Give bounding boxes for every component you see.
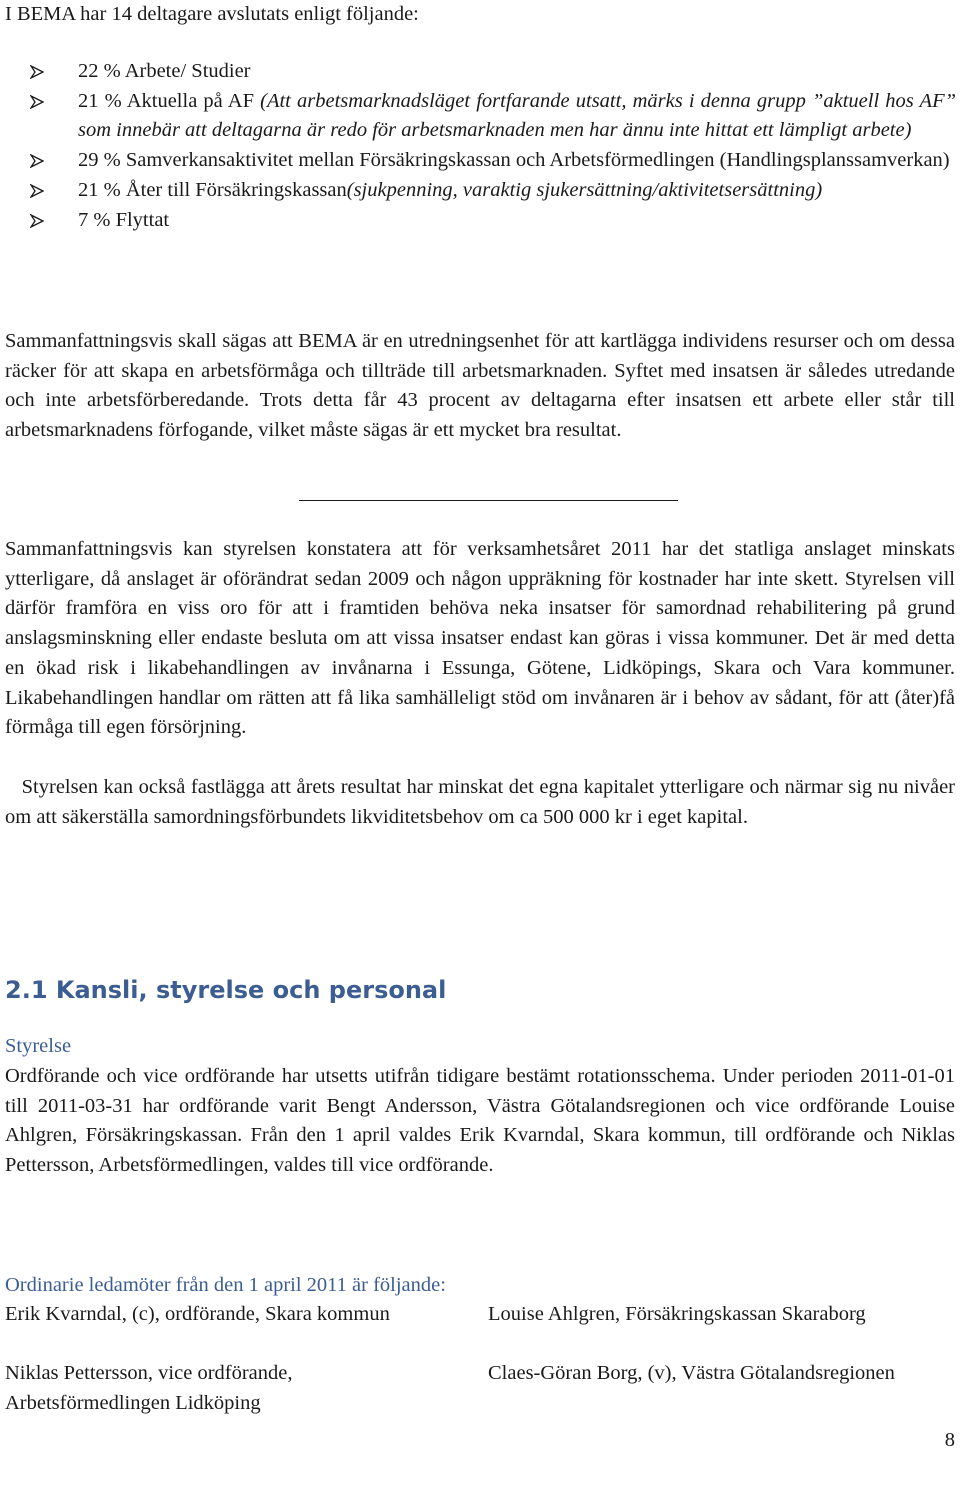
member-entry: Louise Ahlgren, Försäkringskassan Skaraborg xyxy=(488,1303,866,1325)
arrowhead-bullet-icon xyxy=(30,154,44,168)
summary-paragraph-board: Sammanfattningsvis kan styrelsen konstatera att för verksamhetsåret 2011 har det statliga anslaget minskats ytterligare, då anslaget är oförändrat sedan 2009 och någon uppräkning för kostnader har inte skett. Styrelsen vill därför framföra en viss oro för att i framtiden behöva neka insatser för samordnad rehabilitering på grund anslagsminskning eller endaste besluta om att vissa insatser endast kan göras i vissa kommuner. Det är med detta en ökad risk i likabehandlingen av invånarna i Essunga, Götene, Lidköpings, Skara och Vara kommuner. Likabehandlingen handlar om rätten att få lika samhälleligt stöd om invånaren är i behov av sådant, för att (åter)få förmåga till egen försörjning. xyxy=(5,538,955,739)
list-item-text: 22 % Arbete/ Studier xyxy=(78,60,251,82)
outcome-list xyxy=(0,57,956,235)
list-item xyxy=(0,87,956,146)
member-entry: Erik Kvarndal, (c), ordförande, Skara kommun xyxy=(5,1303,390,1325)
section-heading: 2.1 Kansli, styrelse och personal xyxy=(5,976,447,1004)
member-entry: Niklas Pettersson, vice ordförande, Arbetsförmedlingen Lidköping xyxy=(5,1362,293,1414)
list-item-text: 7 % Flyttat xyxy=(78,208,170,231)
list-item xyxy=(0,57,956,87)
list-item-text: 21 % Åter till Försäkringskassan xyxy=(78,178,347,201)
list-item-text: 29 % Samverkansaktivitet mellan Försäkringskassan och Arbetsförmedlingen (Handlingsplanssamverkan) xyxy=(78,149,950,172)
section-divider xyxy=(299,500,678,501)
arrowhead-bullet-icon xyxy=(30,95,44,109)
summary-capital-text: Styrelsen kan också fastlägga att årets resultat har minskat det egna kapitalet ytterligare och närmar sig nu nivåer om att säkerställa samordningsförbundets likviditetsbehov om ca 500 000 kr i eget kapital. xyxy=(5,776,955,828)
list-item-text: 21 % Aktuella på AF xyxy=(78,89,261,112)
member-entry: Claes-Göran Borg, (v), Västra Götalandsregionen xyxy=(488,1362,895,1384)
styrelse-paragraph: Ordförande och vice ordförande har utsetts utifrån tidigare bestämt rotationsschema. Under perioden 2011-01-01 till 2011-03-31 har ordförande varit Bengt Andersson, Västra Götalandsregionen och vice ordförande Louise Ahlgren, Försäkringskassan. Från den 1 april valdes Erik Kvarndal, Skara kommun, till ordförande och Niklas Pettersson, Arbetsförmedlingen, valdes till vice ordförande. xyxy=(5,1065,955,1177)
subsection-heading-styrelse: Styrelse xyxy=(5,1035,72,1057)
subsection-heading-members: Ordinarie ledamöter från den 1 april 2011 är följande: xyxy=(5,1274,446,1296)
summary-paragraph-bema: Sammanfattningsvis skall sägas att BEMA är en utredningsenhet för att kartlägga individens resurser och om dessa räcker för att skapa en arbetsförmåga och tillträde till arbetsmarknaden. Syftet med insatsen är således utredande och inte arbetsförberedande. Trots detta får 43 procent av deltagarna efter insatsen ett arbete eller står till arbetsmarknadens förfogande, vilket måste sägas är ett mycket bra resultat. xyxy=(5,330,955,442)
list-item-note: (sjukpenning, varaktig sjukersättning/aktivitetsersättning) xyxy=(346,178,823,201)
list-item xyxy=(0,146,956,176)
intro-text: I BEMA har 14 deltagare avslutats enligt följande: xyxy=(5,3,419,25)
summary-paragraph-capital xyxy=(5,773,955,832)
list-item-note: (Att arbetsmarknadsläget fortfarande utsatt, märks i denna grupp ”aktuell hos AF” som innebär att deltagarna är redo för arbetsmarknaden men har ännu inte hittat ett lämpligt arbete) xyxy=(78,89,956,142)
arrowhead-bullet-icon xyxy=(30,214,44,228)
page-number: 8 xyxy=(944,1429,955,1451)
arrowhead-bullet-icon xyxy=(30,184,44,198)
arrowhead-bullet-icon xyxy=(30,65,44,79)
list-item xyxy=(0,206,956,236)
list-item xyxy=(0,176,956,206)
